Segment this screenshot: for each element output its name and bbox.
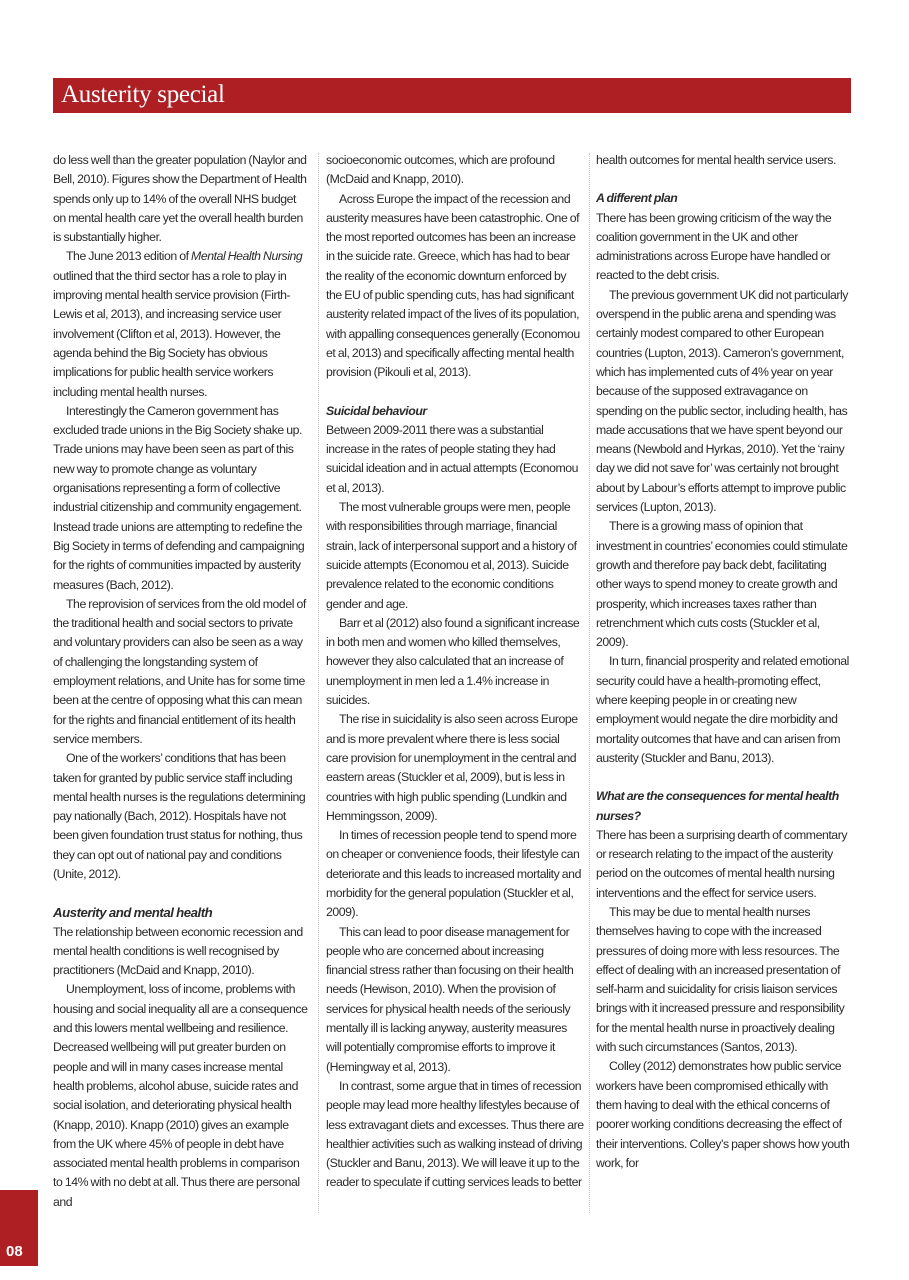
section-title: Austerity special bbox=[61, 81, 225, 108]
paragraph: In contrast, some argue that in times of recession people may lead more healthy lifestyles because of less extravagant diets and excesses. Thus there are healthier activities such as walking instead of driving (Stuckler and Banu, 2013). We will leave it up to the reader to speculate if cutting services leads to better bbox=[326, 1078, 584, 1190]
paragraph: In times of recession people tend to spend more on cheaper or convenience foods, their lifestyle can deteriorate and this leads to increased mortality and morbidity for the general population (Stuckler et al, 2009). bbox=[326, 828, 581, 920]
section-banner bbox=[53, 78, 851, 113]
paragraph: The most vulnerable groups were men, people with responsibilities through marriage, financial strain, lack of interpersonal support and a history of suicide attempts (Economou et al, 2013). Suicide prevalence related to the economic conditions gender and age. bbox=[326, 500, 577, 611]
paragraph: Between 2009-2011 there was a substantial increase in the rates of people stating they had suicidal ideation and in actual attempts (Economou et al, 2013). bbox=[326, 422, 579, 495]
subheading: A different plan bbox=[596, 191, 678, 206]
paragraph: There has been growing criticism of the way the coalition government in the UK and other administrations across Europe have handled or reacted to the debt crisis. bbox=[596, 210, 832, 283]
paragraph: One of the workers’ conditions that has been taken for granted by public service staff including mental health nurses is the regulations determining pay nationally (Bach, 2012). Hospitals have not been given foundation trust status for nothing, thus they can opt out of national pay and conditions (Unite, 2012). bbox=[53, 751, 306, 881]
subheading: What are the consequences for mental health nurses? bbox=[596, 789, 839, 823]
paragraph: There has been a surprising dearth of commentary or research relating to the impact of the austerity period on the outcomes of mental health nursing interventions and the effect for service users. bbox=[596, 827, 848, 900]
paragraph: The reprovision of services from the old model of the traditional health and social sectors to private and voluntary providers can also be seen as a way of challenging the longstanding system of employment relations, and Unite has for some time been at the centre of opposing what this can mean for the rights and financial entitlement of its health service members. bbox=[53, 596, 306, 746]
column-3 bbox=[596, 151, 854, 1173]
subheading: Suicidal behaviour bbox=[326, 403, 427, 418]
column-2 bbox=[326, 151, 584, 1193]
paragraph: This may be due to mental health nurses themselves having to cope with the increased pressures of doing more with less resources. The effect of dealing with an increased presentation of self-harm and suicidality for crisis liaison services brings with it increased pressure and responsibility for the mental health nurse in proactively dealing with such circumstances (Santos, 2013). bbox=[596, 904, 845, 1055]
paragraph: Barr et al (2012) also found a significant increase in both men and women who killed themselves, however they also calculated that an increase of unemployment in men led a 1.4% increase in suicides. bbox=[326, 615, 580, 708]
paragraph: This can lead to poor disease management for people who are concerned about increasing financial stress rather than focusing on their health needs (Hewison, 2010). When the provision of services for physical health needs of the seriously mentally ill is lacking anyway, austerity measures will potentially compromise efforts to improve it (Hemingway et al, 2013). bbox=[326, 924, 574, 1074]
paragraph: In turn, financial prosperity and related emotional security could have a health-promoting effect, where keeping people in or creating new employment would negate the dire morbidity and mortality outcomes that have and can arisen from austerity (Stuckler and Banu, 2013). bbox=[596, 654, 849, 765]
paragraph: health outcomes for mental health service users. bbox=[596, 153, 836, 167]
paragraph: Interestingly the Cameron government has excluded trade unions in the Big Society shake up. Trade unions may have been seen as part of this new way to promote change as voluntary organisations representing a form of collective industrial citizenship and community engagement. Instead trade unions are attempting to redefine the Big Society in terms of defending and campaigning for the rights of communities impacted by austerity measures (Bach, 2012). bbox=[53, 403, 305, 592]
paragraph: Across Europe the impact of the recession and austerity measures have been catastrophic. One of the most reported outcomes has been an increase in the suicide rate. Greece, which has had to bear the reality of the economic downturn enforced by the EU of public spending cuts, has had significant austerity related impact of the lives of its population, with appalling consequences generally (Economou et al, 2013) and specifically affecting mental health provision (Pikouli et al, 2013). bbox=[326, 191, 580, 380]
page-number-tab bbox=[0, 1190, 38, 1266]
paragraph: There is a growing mass of opinion that investment in countries’ economies could stimulate growth and therefore pay back debt, facilitating other ways to spend money to create growth and prosperity, which increases taxes rather than retrenchment which cuts costs (Stuckler et al, 2009). bbox=[596, 519, 848, 650]
column-1 bbox=[53, 151, 311, 1212]
paragraph: do less well than the greater population (Naylor and Bell, 2010). Figures show the Department of Health spends only up to 14% of the overall NHS budget on mental health care yet the overall health burden is substantially higher. bbox=[53, 153, 307, 245]
paragraph: The relationship between economic recession and mental health conditions is well recognised by practitioners (McDaid and Knapp, 2010). bbox=[53, 924, 303, 978]
paragraph: Unemployment, loss of income, problems with housing and social inequality all are a consequence and this lowers mental wellbeing and resilience. Decreased wellbeing will put greater burden on people and will in many cases increase mental health problems, alcohol abuse, suicide rates and social isolation, and deteriorating physical health (Knapp, 2010). Knapp (2010) gives an example from the UK where 45% of people in debt have associated mental health problems in comparison to 14% with no debt at all. Thus there are personal and bbox=[53, 982, 308, 1209]
subheading: Austerity and mental health bbox=[53, 905, 213, 921]
paragraph: The June 2013 edition of Mental Health Nursing outlined that the third sector has a role to play in improving mental health service provision (Firth-Lewis et al, 2013), and increasing service user involvement (Clifton et al, 2013). However, the agenda behind the Big Society has obvious implications for public health service workers including mental health nurses. bbox=[53, 249, 303, 399]
column-divider bbox=[318, 153, 319, 1213]
paragraph: The previous government UK did not particularly overspend in the public arena and spending was certainly modest compared to other European countries (Lupton, 2013). Cameron’s government, which has implemented cuts of 4% year on year because of the supposed extravagance on spending on the public sector, including health, has made accusations that we have spent beyond our means (Newbold and Hyrkas, 2010). Yet the ‘rainy day we did not save for’ was certainly not brought about by Labour’s efforts attempt to improve public services (Lupton, 2013). bbox=[596, 287, 848, 515]
page-number: 08 bbox=[6, 1243, 23, 1260]
column-divider bbox=[589, 153, 590, 1213]
paragraph: socioeconomic outcomes, which are profound (McDaid and Knapp, 2010). bbox=[326, 153, 555, 187]
paragraph: The rise in suicidality is also seen across Europe and is more prevalent where there is less social care provision for unemployment in the central and eastern areas (Stuckler et al, 2009), but is less in countries with high public spending (Lundkin and Hemmingsson, 2009). bbox=[326, 712, 578, 823]
paragraph: Colley (2012) demonstrates how public service workers have been compromised ethically with them having to deal with the ethical concerns of poorer working conditions decreasing the effect of their interventions. Colley’s paper shows how youth work, for bbox=[596, 1059, 850, 1170]
